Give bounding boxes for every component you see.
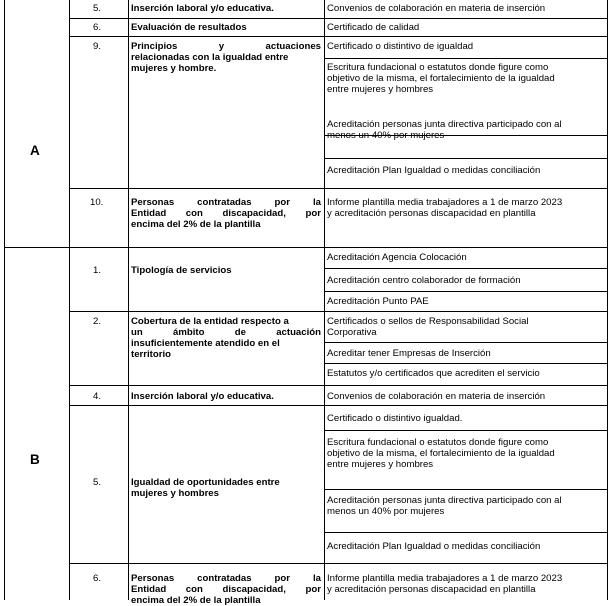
document-item: Acreditación Agencia Colocación: [327, 252, 467, 263]
document-item: Certificado de calidad: [327, 22, 420, 33]
criterion: Tipología de servicios: [131, 265, 232, 276]
document-item: Certificados o sellos de Responsabilidad Social Corporativa: [327, 316, 529, 338]
document-item: Convenios de colaboración en materia de inserción: [327, 391, 546, 402]
document-item: Escritura fundacional o estatutos donde figure como objetivo de la misma, el fortalecimiento de la igualdad entre mujeres y hombres: [327, 62, 555, 95]
criterion: Principios y actuaciones relacionadas con la igualdad entre mujeres y hombre.: [131, 41, 321, 74]
document-item: Informe plantilla media trabajadores a 1 de marzo 2023 y acreditación personas discapacidad en plantilla: [327, 573, 563, 595]
criterion: Igualdad de oportunidades entre mujeres y hombres: [131, 477, 280, 499]
row-number: 4.: [93, 391, 102, 402]
document-item: Escritura fundacional o estatutos donde figure como objetivo de la misma, el fortalecimiento de la igualdad entre mujeres y hombres: [327, 437, 555, 470]
document-item: Acreditar tener Empresas de Inserción: [327, 348, 491, 359]
document-item: Acreditación Punto PAE: [327, 296, 429, 307]
row-number: 10.: [90, 197, 104, 208]
row-number: 6.: [93, 573, 102, 584]
row-number: 6.: [93, 22, 102, 33]
document-item: Acreditación personas junta directiva participado con al menos un 40% por mujeres: [327, 495, 562, 517]
document-item: Acreditación personas junta directiva participado con al menos un 40% por mujeres: [327, 119, 562, 141]
row-number: 1.: [93, 265, 102, 276]
row-number: 9.: [93, 41, 102, 52]
group-letter: A: [30, 143, 40, 158]
criterion: Personas contratadas por la Entidad con discapacidad, por encima del 2% de la plantilla: [131, 573, 321, 606]
group-letter: B: [30, 452, 40, 467]
criterion: Evaluación de resultados: [131, 22, 247, 33]
criterion: Inserción laboral y/o educativa.: [131, 391, 274, 402]
document-item: Acreditación Plan Igualdad o medidas conciliación: [327, 541, 541, 552]
criterion: Inserción laboral y/o educativa.: [131, 3, 274, 14]
document-item: Estatutos y/o certificados que acrediten el servicio: [327, 368, 540, 379]
document-item: Acreditación centro colaborador de formación: [327, 275, 521, 286]
row-number: 2.: [93, 316, 102, 327]
document-item: Certificado o distintivo de igualdad: [327, 41, 474, 52]
document-item: Convenios de colaboración en materia de inserción: [327, 3, 546, 14]
row-number: 5.: [93, 477, 102, 488]
criterion: Personas contratadas por la Entidad con discapacidad, por encima del 2% de la plantilla: [131, 197, 321, 230]
document-item: Certificado o distintivo igualdad.: [327, 413, 463, 424]
row-number: 5.: [93, 3, 102, 14]
document-item: Informe plantilla media trabajadores a 1 de marzo 2023 y acreditación personas discapacidad en plantilla: [327, 197, 563, 219]
criterion: Cobertura de la entidad respecto a un ámbito de actuación insuficientemente atendido en el territorio: [131, 316, 321, 360]
document-item: Acreditación Plan Igualdad o medidas conciliación: [327, 165, 541, 176]
